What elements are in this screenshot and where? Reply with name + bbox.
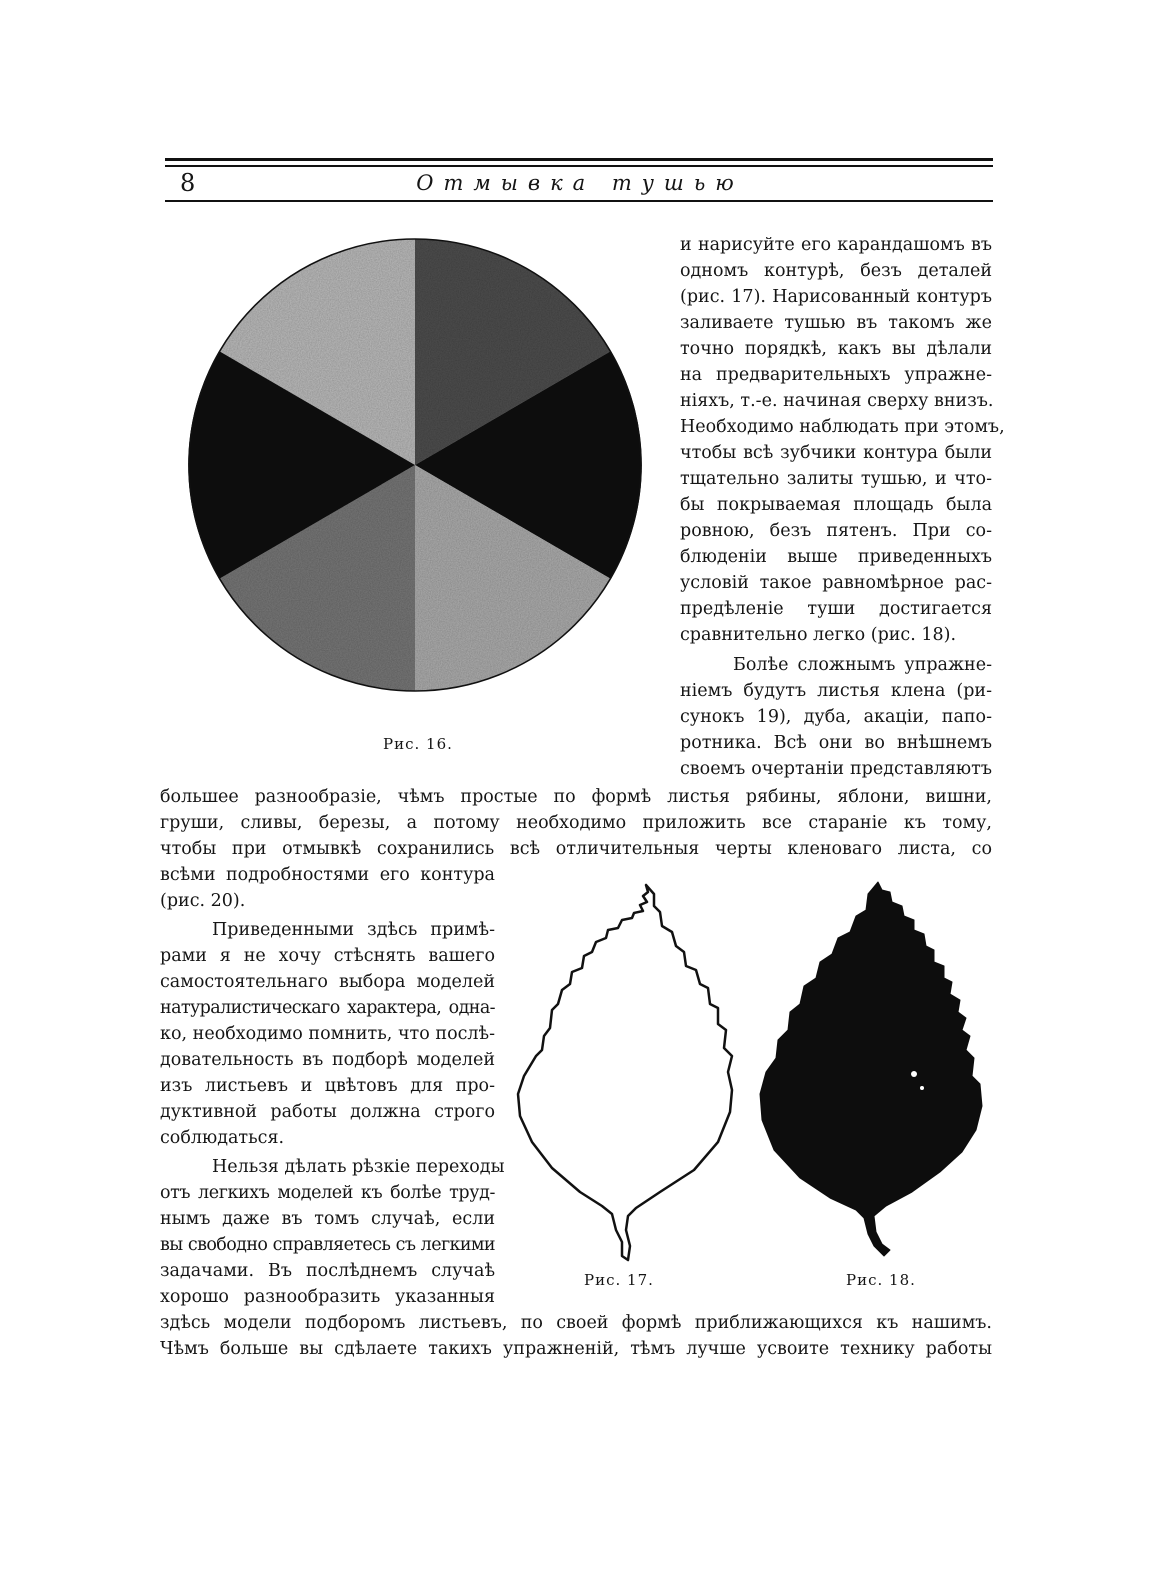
right-text-line: и нарисуйте его карандашомъ въ	[680, 235, 992, 255]
right-text-line: своемъ очертаніи представляютъ	[680, 759, 992, 779]
left-text-line: отъ легкихъ моделей къ болѣе труд-	[160, 1183, 495, 1203]
left-text-line: натуралистическаго характера, одна-	[160, 998, 495, 1018]
full-text-line: Чѣмъ больше вы сдѣлаете такихъ упражненій, тѣмъ лучше усвоите технику работы	[160, 1339, 992, 1359]
figure-17-leaf-outline	[510, 880, 750, 1270]
right-text-line: Болѣе сложнымъ упражне-	[733, 655, 992, 675]
right-text-line: чтобы всѣ зубчики контура были	[680, 443, 992, 463]
left-text-line: Приведенными здѣсь примѣ-	[212, 920, 495, 940]
left-text-line: задачами. Въ послѣднемъ случаѣ	[160, 1261, 495, 1281]
figure-18-leaf-filled	[750, 880, 990, 1270]
full-text-line: большее разнообразіе, чѣмъ простые по формѣ листья рябины, яблони, вишни,	[160, 787, 992, 807]
right-text-line: Необходимо наблюдать при этомъ,	[680, 417, 1005, 437]
left-text-line: всѣми подробностями его контура	[160, 865, 495, 885]
right-text-line: на предварительныхъ упражне-	[680, 365, 992, 385]
caption-fig17: Рис. 17.	[584, 1271, 654, 1289]
left-text-line: соблюдаться.	[160, 1128, 285, 1148]
left-text-line: (рис. 20).	[160, 891, 246, 911]
right-text-line: заливаете тушью въ такомъ же	[680, 313, 992, 333]
right-text-line: одномъ контурѣ, безъ деталей	[680, 261, 992, 281]
right-text-line: предѣленіе туши достигается	[680, 599, 992, 619]
right-text-line: бы покрываемая площадь была	[680, 495, 992, 515]
left-text-line: вы свободно справляетесь съ легкими	[160, 1235, 495, 1255]
right-text-line: ровною, безъ пятенъ. При со-	[680, 521, 992, 541]
right-text-line: условій такое равномѣрное рас-	[680, 573, 992, 593]
caption-fig18: Рис. 18.	[846, 1271, 916, 1289]
right-text-line: ніяхъ, т.-е. начиная сверху внизъ.	[680, 391, 994, 411]
full-text-line: здѣсь модели подборомъ листьевъ, по своей формѣ приближающихся къ нашимъ.	[160, 1313, 992, 1333]
right-text-line: тщательно залиты тушью, и что-	[680, 469, 992, 489]
running-title: Отмывка тушью	[416, 171, 744, 195]
left-text-line: изъ листьевъ и цвѣтовъ для про-	[160, 1076, 495, 1096]
right-text-line: сунокъ 19), дуба, акаціи, папо-	[680, 707, 992, 727]
right-text-line: точно порядкѣ, какъ вы дѣлали	[680, 339, 992, 359]
full-text-line: чтобы при отмывкѣ сохранились всѣ отличительныя черты кленоваго листа, со	[160, 839, 992, 859]
right-text-line: ротника. Всѣ они во внѣшнемъ	[680, 733, 992, 753]
right-text-line: ніемъ будутъ листья клена (ри-	[680, 681, 992, 701]
left-text-line: рами я не хочу стѣснять вашего	[160, 946, 495, 966]
right-text-line: (рис. 17). Нарисованный контуръ	[680, 287, 992, 307]
full-text-line: груши, сливы, березы, а потому необходимо приложить все стараніе къ тому,	[160, 813, 992, 833]
header-rule-top-thin	[165, 165, 993, 167]
right-text-line: блюденіи выше приведенныхъ	[680, 547, 992, 567]
left-text-line: ко, необходимо помнить, что послѣ-	[160, 1024, 495, 1044]
left-text-line: дуктивной работы должна строго	[160, 1102, 495, 1122]
header-rule-top	[165, 158, 993, 161]
left-text-line: довательность въ подборѣ моделей	[160, 1050, 495, 1070]
header-rule-bottom	[165, 200, 993, 202]
caption-fig16: Рис. 16.	[383, 735, 453, 753]
page-number: 8	[180, 169, 196, 197]
left-text-line: нымъ даже въ томъ случаѣ, если	[160, 1209, 495, 1229]
figure-16-circle	[175, 225, 655, 705]
left-text-line: самостоятельнаго выбора моделей	[160, 972, 495, 992]
left-text-line: Нельзя дѣлать рѣзкіе переходы	[212, 1157, 505, 1177]
left-text-line: хорошо разнообразить указанныя	[160, 1287, 495, 1307]
right-text-line: сравнительно легко (рис. 18).	[680, 625, 957, 645]
